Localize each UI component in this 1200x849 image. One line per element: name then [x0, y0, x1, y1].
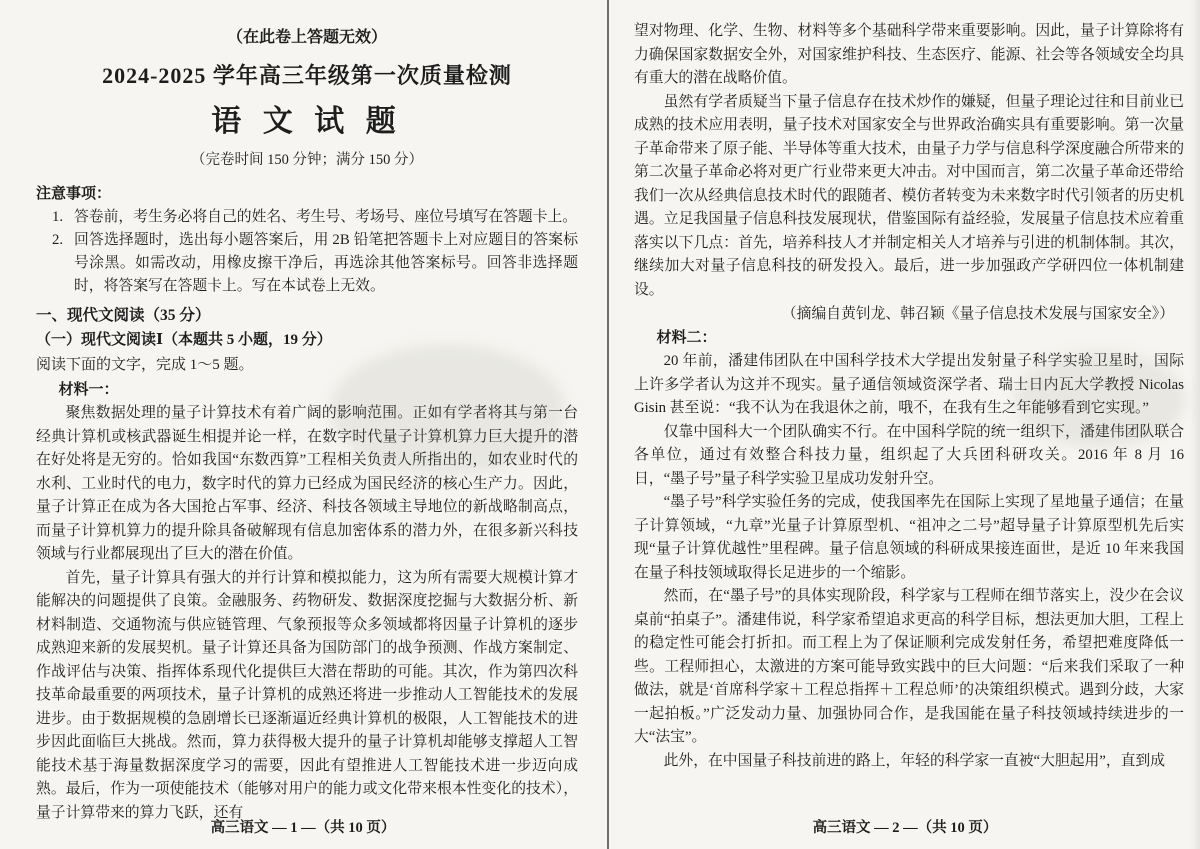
material-1-heading: 材料一：	[58, 382, 119, 398]
time-score-note: （完卷时间 150 分钟；满分 150 分）	[191, 152, 423, 168]
page-2-footer-text: 高三语文 — 2 —（共 10 页）	[812, 820, 998, 836]
notice-item-2	[36, 229, 578, 298]
notice-text: 答卷前，考生务必将自己的姓名、考生号、考场号、座位号填写在答题卡上。	[74, 209, 578, 225]
page-1-footer	[0, 816, 606, 837]
subject-title: 语 文 试 题	[211, 105, 403, 138]
section-heading-modern-reading: 一、现代文阅读（35 分）	[36, 307, 211, 324]
material-2-paragraph-1: 20 年前，潘建伟团队在中国科学技术大学提出发射量子科学实验卫星时，国际上许多学者认为这并不现实。量子通信领域资深学者、瑞士日内瓦大学教授 Nicolas Gisin 甚至说：“我不认为在我退休之前，哦不，在我有生之年能够看到它实现。”	[634, 353, 1184, 416]
answer-invalid-note: （在此卷上答题无效）	[226, 29, 387, 46]
notice-item-1	[36, 206, 578, 229]
notice-number: 1.	[52, 209, 64, 225]
material-2-paragraph-3: “墨子号”科学实验任务的完成，使我国率先在国际上实现了星地量子通信；在量子计算领域，“九章”光量子计算原型机、“祖冲之二号”超导量子计算原型机先后实现“量子计算优越性”里程碑。量子信息领域的科研成果接连面世，是近 10 年来我国在量子科技领域取得长足进步的一个缩影。	[634, 494, 1184, 581]
subsection-heading-reading-1: （一）现代文阅读Ⅰ（本题共 5 小题，19 分）	[36, 332, 332, 348]
page-1-footer-text: 高三语文 — 1 —（共 10 页）	[210, 820, 396, 836]
material-1-source-attribution: （摘编自黄钊龙、韩召颖《量子信息技术发展与国家安全》）	[781, 306, 1174, 322]
material-2-heading: 材料二：	[656, 330, 717, 346]
exam-page-2	[610, 0, 1200, 849]
material-2-paragraph-4: 然而，在“墨子号”的具体实现阶段，科学家与工程师在细节落实上，没少在会议桌前“拍桌子”。潘建伟说，科学家希望追求更高的科学目标，想法更加大胆，工程上的稳定性可能会打折扣。而工程上为了保证顺利完成发射任务，希望把难度降低一些。工程师担心，太激进的方案可能导致实践中的巨大问题：“后来我们采取了一种做法，就是‘首席科学家＋工程总指挥＋工程总师’的决策组织模式。遇到分歧，大家一起拍板。”广泛发动力量、加强协同合作，是我国能在量子科技领域持续进步的一大“法宝”。	[634, 588, 1184, 745]
exam-session-title: 2024-2025 学年高三年级第一次质量检测	[102, 63, 512, 88]
material-2-paragraph-2: 仅靠中国科大一个团队确实不行。在中国科学院的统一组织下，潘建伟团队联合各单位，通过有效整合科技力量，组织起了大兵团科研攻关。2016 年 8 月 16 日，“墨子号”量子科学实验卫星成功发射升空。	[634, 423, 1184, 487]
material-1-paragraph-3: 虽然有学者质疑当下量子信息存在技术炒作的嫌疑，但量子理论过往和目前业已成熟的技术应用表明，量子技术对国家安全与世界政治确实具有重要影响。第一次量子革命带来了原子能、半导体等重大技术，由量子力学与信息科学深度融合所带来的第二次量子革命必将对更广行业带来更大冲击。对中国而言，第二次量子革命还带给我们一次从经典信息技术时代的跟随者、模仿者转变为未来数字时代引领者的历史机遇。立足我国量子信息科技发展现状，借鉴国际有益经验，发展量子信息技术应着重落实以下几点：首先，培养科技人才并制定相关人才培养与引进的机制体制。其次，继续加大对量子信息科技的研发投入。最后，进一步加强政产学研四位一体机制建设。	[634, 93, 1184, 298]
reading-instruction: 阅读下面的文字，完成 1～5 题。	[36, 357, 254, 373]
page-2-footer	[610, 816, 1200, 837]
material-1-paragraph-continuation: 望对物理、化学、生物、材料等多个基础科学带来重要影响。因此，量子计算除将有力确保国家数据安全外，对国家维护科技、生态医疗、能源、社会等各领域安全均具有重大的潜在战略价值。	[634, 23, 1184, 86]
material-1-paragraph-1: 聚焦数据处理的量子计算技术有着广阔的影响范围。正如有学者将其与第一台经典计算机或核武器诞生相提并论一样，在数字时代量子计算机算力巨大提升的潜在好处将是无穷的。恰如我国“东数西算”工程相关负责人所指出的，如农业时代的水利、工业时代的电力，数字时代的算力已经成为国民经济的核心生产力。因此，量子计算正在成为各大国抢占军事、经济、科技各领域主导地位的新战略制高点，而量子计算机算力的提升除具备破解现有信息加密体系的潜力外，在很多新兴科技领域与行业都展现出了巨大的潜在价值。	[36, 405, 578, 562]
page-fold-divider	[607, 0, 609, 849]
notice-number: 2.	[52, 232, 64, 248]
material-1-paragraph-2: 首先，量子计算具有强大的并行计算和模拟能力，这为所有需要大规模计算才能解决的问题提供了良策。金融服务、药物研发、数据深度挖掘与大数据分析、新材料制造、交通物流与供应链管理、气象预报等众多领域都将因量子计算机的逐步成熟迎来新的发展契机。量子计算还具备为国防部门的战争预测、作战方案制定、作战评估与决策、指挥体系现代化提供巨大潜在帮助的可能。其次，作为第四次科技革命最重要的两项技术，量子计算机的成熟还将进一步推动人工智能技术的发展进步。由于数据规模的急剧增长已逐渐逼近经典计算机的极限，人工智能技术的进步因此面临巨大挑战。然而，算力获得极大提升的量子计算机却能够支撑超人工智能技术基于海量数据深度学习的需要，因此有望推进人工智能技术进一步迈向成熟。最后，作为一项使能技术（能够对用户的能力或文化带来根本性变化的技术），量子计算带来的算力飞跃，还有	[36, 569, 578, 821]
scan-edge-shadow	[1190, 0, 1200, 849]
notice-text: 回答选择题时，选出每小题答案后，用 2B 铅笔把答题卡上对应题目的答案标号涂黑。如需改动，用橡皮擦干净后，再选涂其他答案标号。回答非选择题时，将答案写在答题卡上。写在本试卷上无效。	[74, 232, 578, 294]
material-2-paragraph-5: 此外，在中国量子科技前进的路上，年轻的科学家一直被“大胆起用”，直到成	[663, 752, 1166, 769]
notice-heading: 注意事项：	[36, 186, 112, 202]
